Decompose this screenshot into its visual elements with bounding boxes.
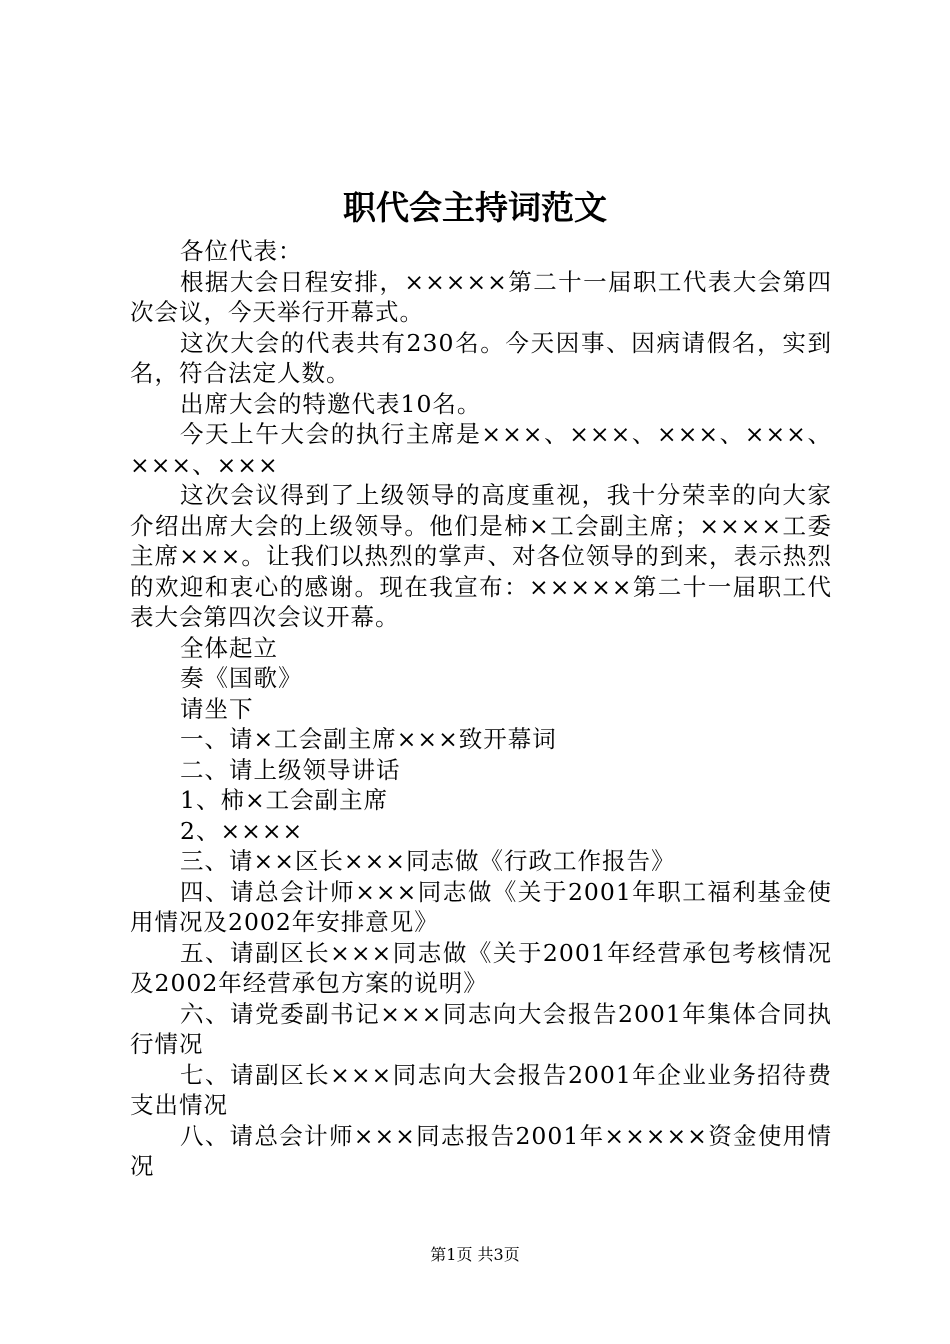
paragraph: 四、请总会计师×××同志做《关于2001年职工福利基金使用情况及2002年安排意见》 [130, 877, 832, 936]
paragraph: 一、请×工会副主席×××致开幕词 [180, 725, 557, 753]
paragraph: 根据大会日程安排，×××××第二十一届职工代表大会第四次会议，今天举行开幕式。 [130, 267, 832, 326]
paragraph: 七、请副区长×××同志向大会报告2001年企业业务招待费支出情况 [130, 1060, 832, 1119]
paragraph: 八、请总会计师×××同志报告2001年×××××资金使用情况 [130, 1121, 832, 1180]
paragraph: 奏《国歌》 [180, 664, 303, 692]
paragraph: 二、请上级领导讲话 [180, 755, 401, 784]
paragraph: 请坐下 [180, 694, 254, 723]
paragraph: 这次大会的代表共有230名。今天因事、因病请假名，实到名，符合法定人数。 [130, 328, 832, 387]
paragraph: 全体起立 [180, 633, 278, 662]
document-body [130, 236, 832, 1182]
paragraph: 今天上午大会的执行主席是×××、×××、×××、×××、×××、××× [130, 420, 832, 479]
paragraph: 这次会议得到了上级领导的高度重视，我十分荣幸的向大家介绍出席大会的上级领导。他们是柿×工会副主席；××××工委主席×××。让我们以热烈的掌声、对各位领导的到来，表示热烈的欢迎和衷心的感谢。现在我宣布：×××××第二十一届职工代表大会第四次会议开幕。 [130, 481, 832, 631]
paragraph: 六、请党委副书记×××同志向大会报告2001年集体合同执行情况 [130, 999, 832, 1058]
paragraph: 出席大会的特邀代表10名。 [180, 389, 482, 418]
paragraph: 五、请副区长×××同志做《关于2001年经营承包考核情况及2002年经营承包方案的说明》 [130, 938, 832, 997]
document-title: 职代会主持词范文 [343, 188, 607, 227]
paragraph: 三、请××区长×××同志做《行政工作报告》 [180, 847, 676, 875]
paragraph: 1、柿×工会副主席 [180, 786, 389, 814]
page-number-footer: 第1页 共3页 [430, 1245, 520, 1264]
paragraph: 各位代表： [180, 237, 303, 265]
paragraph: 2、×××× [180, 816, 304, 845]
